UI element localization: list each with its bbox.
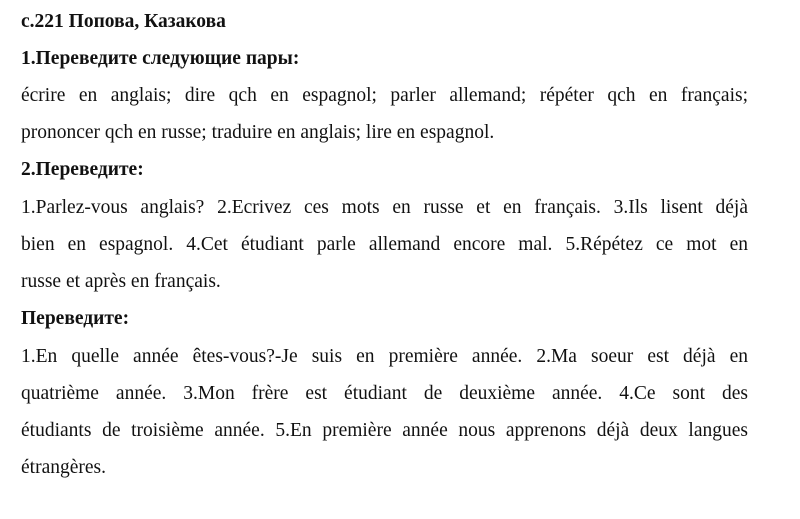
section-2-line-3: russe et après en français. bbox=[21, 271, 221, 292]
section-2-line-2: bien en espagnol. 4.Cet étudiant parle allemand encore mal. 5.Répétez ce mot en bbox=[21, 234, 748, 255]
section-3-line-3: étudiants de troisième année. 5.En première année nous apprenons déjà deux langues bbox=[21, 420, 748, 441]
section-3-title: Переведите: bbox=[21, 308, 130, 329]
section-1-title: 1.Переведите следующие пары: bbox=[21, 48, 300, 69]
section-3-line-2: quatrième année. 3.Mon frère est étudiant de deuxième année. 4.Ce sont des bbox=[21, 383, 748, 404]
document-heading: с.221 Попова, Казакова bbox=[21, 11, 226, 32]
section-3-line-1: 1.En quelle année êtes-vous?-Je suis en première année. 2.Ma soeur est déjà en bbox=[21, 346, 748, 367]
section-3-line-4: étrangères. bbox=[21, 457, 106, 478]
section-2-line-1: 1.Parlez-vous anglais? 2.Ecrivez ces mots en russe et en français. 3.Ils lisent déjà bbox=[21, 197, 748, 218]
section-2-title: 2.Переведите: bbox=[21, 159, 144, 180]
section-1-line-2: prononcer qch en russe; traduire en anglais; lire en espagnol. bbox=[21, 122, 495, 143]
section-1-line-1: écrire en anglais; dire qch en espagnol; parler allemand; répéter qch en français; bbox=[21, 85, 748, 106]
